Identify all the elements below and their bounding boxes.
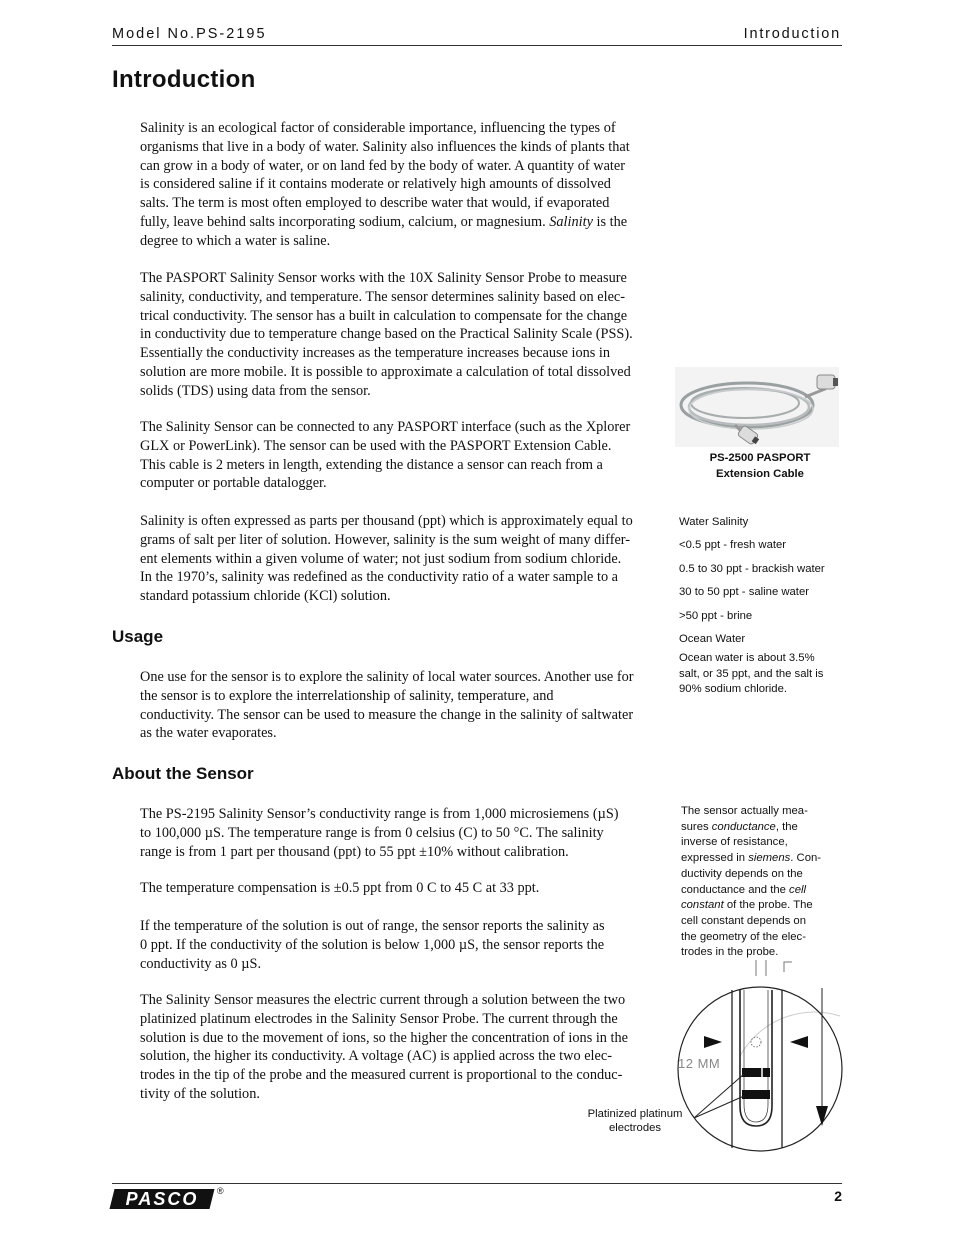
text-run: , the (775, 820, 798, 833)
intro-paragraph-2 (140, 269, 672, 401)
text-line (681, 851, 821, 867)
text-line: conductivity. The sensor can be used to measure the change in the salinity of saltwater (140, 706, 634, 723)
text-line: The PS-2195 Salinity Sensor’s conductivity range is from 1,000 microsiemens (µS) (140, 806, 619, 822)
header-section: Introduction (743, 26, 841, 42)
text-line: Ocean water is about 3.5% (679, 652, 815, 664)
text-line: to 100,000 µS. The temperature range is from 0 celsius (C) to 50 °C. The salinity (140, 824, 604, 841)
text-line: degree to which a water is saline. (140, 232, 331, 249)
header-rule (112, 45, 842, 46)
text-line (681, 898, 821, 914)
text-line: electrodes (608, 1122, 662, 1134)
extension-cable-icon (675, 367, 839, 447)
text-line: trodes in the probe. (681, 946, 779, 959)
page-number: 2 (834, 1188, 842, 1204)
text-run: fully, leave behind salts incorporating sodium, calcium, or magnesium. (140, 213, 550, 230)
emphasis-siemens: siemens (748, 852, 791, 865)
extension-cable-image (675, 367, 839, 447)
about-paragraph-3 (140, 917, 672, 973)
text-line: solution, the higher its conductivity. A voltage (AC) is applied across the two elec- (140, 1048, 612, 1065)
text-line: the geometry of the elec- (681, 930, 806, 943)
probe-size-label: 12 MM (678, 1056, 721, 1071)
text-line: salinity, conductivity, and temperature. The sensor determines salinity based on elec- (140, 288, 626, 305)
text-line: ent elements within a given volume of water; not just sodium from sodium chloride. (140, 550, 622, 567)
text-line: trical conductivity. The sensor has a built in calculation to compensate for the change (140, 307, 628, 324)
salinity-brackish: 0.5 to 30 ppt - brackish water (679, 562, 825, 575)
page-title: Introduction (112, 66, 256, 93)
registered-mark: ® (217, 1186, 224, 1196)
text-line: computer or portable datalogger. (140, 475, 327, 492)
about-paragraph-2 (140, 879, 672, 898)
text-line: 0 ppt. If the conductivity of the solution is below 1,000 µS, the sensor reports the (140, 936, 605, 953)
cable-caption-line: Extension Cable (716, 468, 804, 480)
ocean-water-title: Ocean Water (679, 633, 746, 646)
text-line: 90% sodium chloride. (679, 683, 788, 696)
text-line: Essentially the conductivity increases as the temperature increases because ions in (140, 345, 611, 362)
text-line: the sensor is to explore the interrelationship of salinity, temperature, and (140, 687, 554, 704)
salinity-fresh: <0.5 ppt - fresh water (679, 539, 787, 552)
text-line: is considered saline if it contains moderate or relatively high amounts of dissolved (140, 176, 611, 193)
text-line: GLX or PowerLink). The sensor can be used with the PASPORT Extension Cable. (140, 437, 612, 454)
text-line: This cable is 2 meters in length, extending the distance a sensor can reach from a (140, 456, 603, 473)
emphasis-cell: cell (789, 883, 806, 896)
text-line: The temperature compensation is ±0.5 ppt from 0 C to 45 C at 33 ppt. (140, 880, 540, 896)
text-line: can grow in a body of water, or on land fed by the body of water. A quantity of water (140, 157, 625, 174)
text-line: tivity of the solution. (140, 1085, 260, 1102)
intro-paragraph-4 (140, 512, 672, 606)
text-line: as the water evaporates. (140, 725, 277, 742)
pasco-logo (110, 1189, 215, 1209)
probe-diagram (672, 958, 847, 1168)
water-salinity-list (679, 511, 825, 651)
text-line (681, 883, 821, 899)
text-line: salt, or 35 ppt, and the salt is (679, 667, 824, 680)
text-line: ductivity depends on the (681, 867, 803, 880)
text-run: of the probe. The (723, 899, 813, 912)
text-line: solution are more mobile. It is possible to approximate a calculation of total dissolved (140, 363, 631, 380)
emphasis-conductance: conductance (711, 820, 776, 833)
text-line: in conductivity due to temperature change based on the Practical Salinity Scale (PSS). (140, 326, 633, 343)
text-line: Salinity is an ecological factor of considerable importance, influencing the types of (140, 120, 616, 136)
cable-caption (675, 450, 845, 482)
text-line: Salinity is often expressed as parts per thousand (ppt) which is approximately equal to (140, 513, 633, 529)
about-paragraph-1 (140, 805, 672, 861)
text-line: One use for the sensor is to explore the salinity of local water sources. Another use for (140, 669, 634, 685)
text-line: cell constant depends on (681, 914, 806, 927)
text-line: grams of salt per liter of solution. However, salinity is the sum weight of many differ- (140, 531, 631, 548)
text-line: solution is due to the movement of ions, so the higher the concentration of ions in the (140, 1029, 628, 1046)
usage-paragraph (140, 668, 672, 743)
text-line: platinized platinum electrodes in the Salinity Sensor Probe. The current through the (140, 1010, 618, 1027)
intro-paragraph-3 (140, 418, 672, 493)
text-line: Platinized platinum (587, 1108, 683, 1120)
text-run: sures (681, 820, 712, 833)
about-paragraph-4 (140, 991, 672, 1104)
salinity-saline: 30 to 50 ppt - saline water (679, 586, 809, 599)
text-line: The sensor actually mea- (681, 805, 808, 817)
text-run: expressed in (681, 852, 749, 865)
text-line: The Salinity Sensor measures the electric current through a solution between the two (140, 992, 626, 1008)
conductance-note (681, 804, 821, 961)
text-line: salts. The term is most often employed to describe water that would, if evaporated (140, 195, 610, 212)
text-line: trodes in the tip of the probe and the measured current is proportional to the conduc- (140, 1067, 623, 1084)
text-line: The PASPORT Salinity Sensor works with the 10X Salinity Sensor Probe to measure (140, 270, 627, 286)
text-line: The Salinity Sensor can be connected to any PASPORT interface (such as the Xplorer (140, 419, 631, 435)
emphasis-constant: constant (681, 899, 724, 912)
text-line (140, 213, 672, 232)
usage-heading: Usage (112, 627, 164, 646)
text-line: range is from 1 part per thousand (ppt) to 55 ppt ±10% without calibration. (140, 843, 569, 860)
text-line: If the temperature of the solution is out of range, the sensor reports the salinity as (140, 918, 605, 934)
text-run: is the (592, 213, 628, 230)
header-model: Model No.PS-2195 (112, 26, 267, 42)
electrode-label (583, 1107, 687, 1135)
text-line (681, 820, 821, 836)
text-run: conductance and the (681, 883, 790, 896)
water-salinity-title: Water Salinity (679, 516, 749, 528)
footer-rule (112, 1183, 842, 1184)
text-line: organisms that live in a body of water. Salinity also influences the kinds of plants that (140, 138, 630, 155)
text-run: . Con- (790, 852, 822, 865)
ocean-water-note (679, 651, 823, 698)
salinity-brine: >50 ppt - brine (679, 609, 753, 622)
text-line: In the 1970’s, salinity was redefined as the conductivity ratio of a water sample to a (140, 569, 619, 586)
pasco-logo-text: PASCO (125, 1189, 199, 1209)
cable-caption-line: PS-2500 PASPORT (709, 452, 811, 464)
emphasis-salinity: Salinity (549, 213, 593, 230)
text-line: solids (TDS) using data from the sensor. (140, 382, 371, 399)
text-line: conductivity as 0 µS. (140, 955, 262, 972)
intro-paragraph-1 (140, 119, 672, 251)
about-heading: About the Sensor (112, 764, 254, 783)
text-line: standard potassium chloride (KCl) solution. (140, 588, 391, 605)
text-line: inverse of resistance, (681, 836, 788, 849)
